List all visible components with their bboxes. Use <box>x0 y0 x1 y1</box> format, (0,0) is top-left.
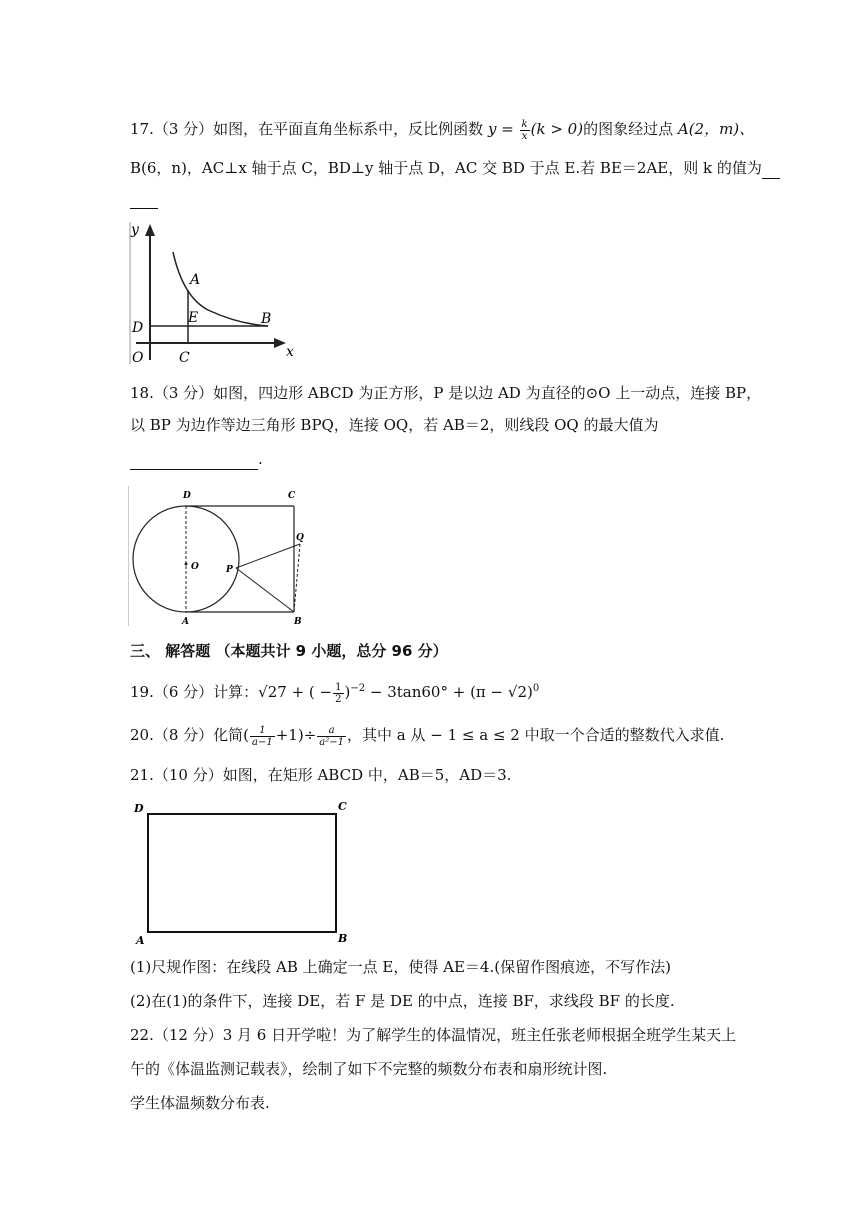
q20-mid: +1)÷ <box>275 726 317 744</box>
fig21-label-c: C <box>338 800 347 813</box>
q19-expr-a: √27 + ( − <box>258 683 333 701</box>
fig17-label-d: D <box>132 320 144 336</box>
q19-exp2: 0 <box>532 683 540 694</box>
fig21-label-a: A <box>136 934 145 947</box>
q21-line1 <box>130 764 511 786</box>
fig17-label-a: A <box>190 272 201 288</box>
q20-prefix: 20.（8 分）化简( <box>130 726 250 744</box>
q17-frac-num: k <box>521 118 528 130</box>
q20-frac1-den: a−1 <box>252 736 273 748</box>
fig17-label-x: x <box>286 344 294 360</box>
fig17-label-c: C <box>179 350 190 364</box>
q19-expr-b: ) <box>344 683 351 701</box>
q22-line3 <box>130 1092 270 1114</box>
fig18-label-d: D <box>183 491 191 501</box>
q19-exp1: −2 <box>350 683 366 694</box>
q22-line1 <box>130 1024 736 1046</box>
section3-heading: 三、 解答题 （本题共计 9 小题，总分 96 分） <box>130 642 448 660</box>
q21-line1-text: 21.（10 分）如图，在矩形 ABCD 中，AB＝5，AD＝3. <box>130 766 512 784</box>
q18-line3 <box>130 448 263 470</box>
fig21-label-d: D <box>134 802 144 815</box>
q20-frac2-num: a <box>317 725 346 737</box>
q17-fraction <box>520 119 530 142</box>
q17-suffix: 的图象经过点 <box>583 120 674 138</box>
q18-line2-text: 以 BP 为边作等边三角形 BPQ，连接 OQ，若 AB＝2，则线段 OQ 的最大值为 <box>130 416 659 434</box>
q17-figure <box>128 222 308 364</box>
q17-frac-den: x <box>521 130 528 142</box>
q20-frac2 <box>317 725 346 748</box>
q18-figure <box>128 486 316 626</box>
fig18-label-a: A <box>182 617 189 626</box>
fig17-label-e: E <box>188 310 199 326</box>
q20-frac1 <box>250 725 275 748</box>
q21-figure <box>130 796 352 948</box>
q20-frac1-num: 1 <box>250 725 275 737</box>
q19-line <box>130 678 539 705</box>
q21-part2-text: (2)在(1)的条件下，连接 DE，若 F 是 DE 的中点，连接 BF，求线段 BF 的长度. <box>130 992 675 1010</box>
q18-end: . <box>258 450 263 468</box>
q18-line1-text: 18.（3 分）如图，四边形 ABCD 为正方形，P 是以边 AD 为直径的⊙O 上一动点，连接 BP， <box>130 384 762 402</box>
fig18-label-c: C <box>288 491 296 501</box>
fig18-label-q: Q <box>296 533 304 543</box>
q19-half <box>333 682 343 705</box>
fig17-label-b: B <box>261 311 272 327</box>
q17-text: 17.（3 分）如图，在平面直角坐标系中，反比例函数 <box>130 120 484 138</box>
q20-line <box>130 724 724 748</box>
q17-func: y = <box>487 120 514 138</box>
q22-line1-text: 22.（12 分）3 月 6 日开学啦！为了解学生的体温情况，班主任张老师根据全班学生某天上 <box>130 1026 737 1044</box>
q22-line2-text: 午的《体温监测记载表》，绘制了如下不完整的频数分布表和扇形统计图. <box>130 1060 608 1078</box>
fig21-label-b: B <box>338 932 348 945</box>
q17-condition: (k > 0) <box>530 120 584 138</box>
q17-answer-blank <box>762 162 780 179</box>
q20-suffix: ，其中 a 从 − 1 ≤ a ≤ 2 中取一个合适的整数代入求值. <box>347 726 725 744</box>
q20-frac2-den: a²−1 <box>319 736 344 748</box>
q17-answer-blank-cont <box>130 192 158 209</box>
q17-line2 <box>130 157 780 179</box>
q21-part1 <box>130 956 671 978</box>
q19-half-num: 1 <box>335 681 342 693</box>
q18-line2 <box>130 414 659 436</box>
q19-expr-c: − 3tan60° + (π − √2) <box>365 683 533 701</box>
q22-line3-text: 学生体温频数分布表. <box>130 1094 270 1112</box>
fig17-label-o: O <box>132 350 144 364</box>
q22-line2 <box>130 1058 607 1080</box>
q17-line1 <box>130 118 754 142</box>
fig18-label-o: O <box>191 562 199 572</box>
fig18-label-b: B <box>294 617 302 626</box>
fig18-label-p: P <box>226 565 233 575</box>
q18-line1 <box>130 382 761 404</box>
q19-prefix: 19.（6 分）计算： <box>130 683 259 701</box>
q19-half-den: 2 <box>335 693 342 705</box>
q17-line2-text: B(6，n)，AC⊥x 轴于点 C，BD⊥y 轴于点 D，AC 交 BD 于点 E.若 BE＝2AE，则 k 的值为 <box>130 159 762 177</box>
fig17-label-y: y <box>131 222 139 238</box>
q17-line3 <box>130 187 158 209</box>
q18-answer-blank <box>130 453 258 470</box>
q17-point-a: A(2，m)、 <box>677 120 755 138</box>
q21-part1-text: (1)尺规作图：在线段 AB 上确定一点 E，使得 AE＝4.(保留作图痕迹，不写作法) <box>130 958 671 976</box>
q21-part2 <box>130 990 675 1012</box>
